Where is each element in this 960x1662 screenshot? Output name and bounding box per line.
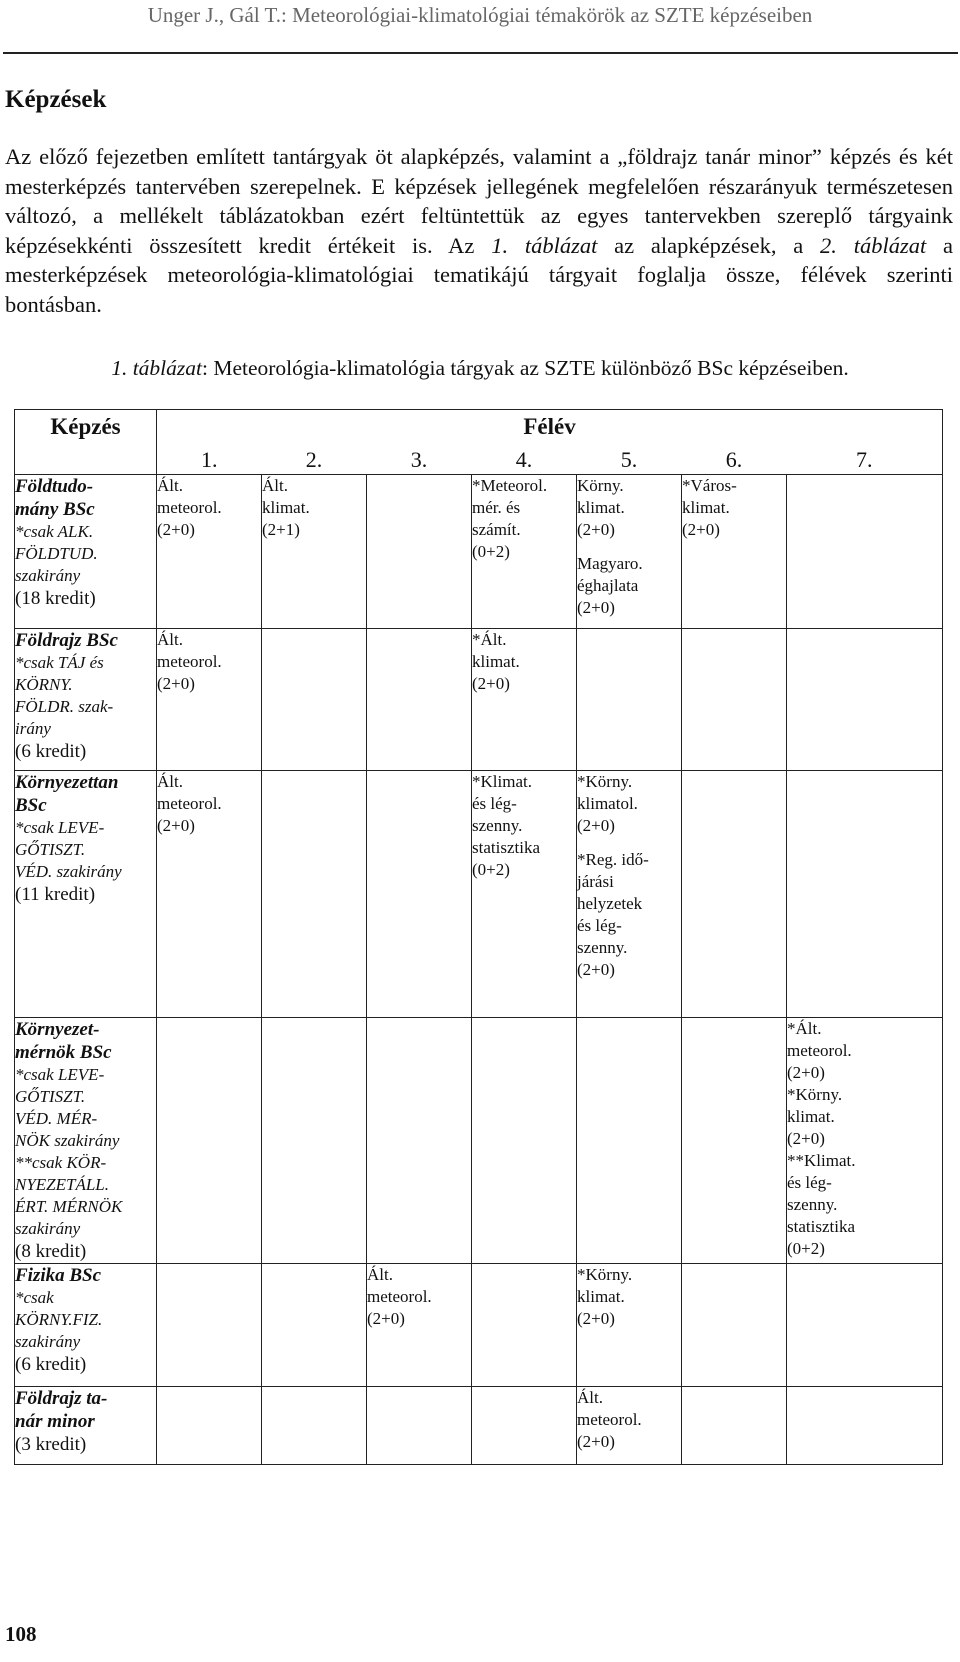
semester-6-cell xyxy=(682,629,787,771)
semester-4-cell xyxy=(472,1018,577,1264)
program-credit: (6 kredit) xyxy=(15,741,87,762)
program-name: Földrajz ta- nár minor xyxy=(15,1388,108,1432)
program-credit: (18 kredit) xyxy=(15,588,96,609)
program-note: *csak KÖRNY.FIZ. szakirány xyxy=(15,1288,103,1351)
semester-4-cell xyxy=(472,629,577,771)
program-cell xyxy=(15,475,157,629)
semester-2-cell xyxy=(262,771,367,1018)
header-row xyxy=(15,410,943,449)
semester-5-cell xyxy=(577,1387,682,1465)
program-note: *csak TÁJ és KÖRNY. FÖLDR. szak- irány xyxy=(15,653,114,738)
course-entry: Ált. klimat. (2+1) xyxy=(262,476,310,539)
semester-1-cell xyxy=(157,1264,262,1387)
course-entry: *Körny. klimat. (2+0) xyxy=(577,1265,633,1328)
semester-2-cell xyxy=(262,629,367,771)
semester-7-cell xyxy=(787,1387,943,1465)
table-row xyxy=(15,629,943,771)
semester-3-cell xyxy=(367,771,472,1018)
program-credit: (11 kredit) xyxy=(15,884,96,905)
course-entry: *Klimat. és lég- szenny. statisztika (0+2) xyxy=(472,772,540,879)
program-cell xyxy=(15,1264,157,1387)
program-credit: (8 kredit) xyxy=(15,1241,87,1262)
semester-2-cell xyxy=(262,475,367,629)
program-cell xyxy=(15,1018,157,1264)
table-ref-2: 2. táblázat xyxy=(820,232,927,258)
course-entry: *Körny. klimatol. (2+0) xyxy=(577,772,638,835)
table-row xyxy=(15,771,943,1018)
course-entry: Ált. meteorol. (2+0) xyxy=(157,476,222,539)
semester-7-cell xyxy=(787,475,943,629)
program-name: Környezettan BSc xyxy=(15,772,119,816)
paragraph-part1: Az előző fejezetben említett tantárgyak öt alapképzés, valamint a „földrajz tanár minor” képzés és két mesterképzés tantervében szerepelnek. E képzések jellegének megfelelően részarányuk természetesen változó, a mellékelt táblázatokban ezért feltüntettük az egyes tantervekben szereplő tárgyaink képzésekkénti összesített kredit értékeit is. Az xyxy=(5,144,953,258)
semester-number-7: 7. xyxy=(787,448,943,475)
semester-6-cell xyxy=(682,1387,787,1465)
program-cell xyxy=(15,771,157,1018)
semester-7-cell xyxy=(787,771,943,1018)
header-program: Képzés xyxy=(15,410,157,475)
semester-number-1: 1. xyxy=(157,448,262,475)
course-entry: *Reg. idő- járási helyzetek és lég- szenny. (2+0) xyxy=(577,850,649,979)
course-entry: Ált. meteorol. (2+0) xyxy=(577,1388,642,1451)
semester-7-cell xyxy=(787,629,943,771)
table-ref-1: 1. táblázat xyxy=(491,232,598,258)
course-entry: Ált. meteorol. (2+0) xyxy=(367,1265,432,1328)
semester-number-5: 5. xyxy=(577,448,682,475)
table-row xyxy=(15,1387,943,1465)
semester-4-cell xyxy=(472,475,577,629)
semester-2-cell xyxy=(262,1264,367,1387)
semester-6-cell xyxy=(682,1264,787,1387)
caption-text: : Meteorológia-klimatológia tárgyak az SZTE különböző BSc képzéseiben. xyxy=(201,356,849,380)
semester-4-cell xyxy=(472,1264,577,1387)
semester-1-cell xyxy=(157,475,262,629)
course-entry: Magyaro. éghajlata (2+0) xyxy=(577,554,643,617)
course-entry: Körny. klimat. (2+0) xyxy=(577,476,625,539)
page-number: 108 xyxy=(5,1622,37,1646)
semester-number-3: 3. xyxy=(367,448,472,475)
paragraph-part2: az alapképzések, a xyxy=(597,232,821,258)
course-entry: *Ált. klimat. (2+0) xyxy=(472,630,520,693)
semester-3-cell xyxy=(367,1018,472,1264)
program-credit: (3 kredit) xyxy=(15,1434,87,1455)
program-cell xyxy=(15,1387,157,1465)
header-rule xyxy=(3,52,958,54)
semester-1-cell xyxy=(157,629,262,771)
running-header: Unger J., Gál T.: Meteorológiai-klimatológiai témakörök az SZTE képzéseiben xyxy=(147,3,813,27)
semester-5-cell xyxy=(577,771,682,1018)
caption-ref: 1. táblázat xyxy=(111,356,202,380)
paragraph-part3: a mesterképzések meteorológia-klimatológiai tematikájú tárgyait foglalja össze, félévek szerinti bontásban. xyxy=(5,232,953,317)
semester-2-cell xyxy=(262,1018,367,1264)
semester-number-6: 6. xyxy=(682,448,787,475)
course-entry: *Ált. meteorol. (2+0) *Körny. klimat. (2+0) **Klimat. és lég- szenny. statisztika (0+2) xyxy=(787,1019,856,1258)
header-semester: Félév xyxy=(157,410,943,449)
program-name: Földrajz BSc xyxy=(15,630,118,651)
table-body xyxy=(15,410,943,1465)
semester-4-cell xyxy=(472,1387,577,1465)
semester-7-cell xyxy=(787,1018,943,1264)
semester-number-4: 4. xyxy=(472,448,577,475)
section-title: Képzések xyxy=(5,86,107,113)
semester-3-cell xyxy=(367,1264,472,1387)
program-note: *csak ALK. FÖLDTUD. szakirány xyxy=(15,522,98,585)
course-entry: *Város- klimat. (2+0) xyxy=(682,476,737,539)
semester-3-cell xyxy=(367,629,472,771)
semester-number-2: 2. xyxy=(262,448,367,475)
semester-3-cell xyxy=(367,1387,472,1465)
semester-1-cell xyxy=(157,771,262,1018)
course-entry: Ált. meteorol. (2+0) xyxy=(157,772,222,835)
table-row xyxy=(15,475,943,629)
semester-1-cell xyxy=(157,1018,262,1264)
program-note: *csak LEVE- GŐTISZT. VÉD. MÉR- NÖK szakirány **csak KÖR- NYEZETÁLL. ÉRT. MÉRNÖK szakirány xyxy=(15,1065,123,1238)
semester-5-cell xyxy=(577,629,682,771)
semester-3-cell xyxy=(367,475,472,629)
semester-6-cell xyxy=(682,771,787,1018)
semester-1-cell xyxy=(157,1387,262,1465)
program-name: Környezet- mérnök BSc xyxy=(15,1019,112,1063)
semester-7-cell xyxy=(787,1264,943,1387)
table-row xyxy=(15,1264,943,1387)
semester-6-cell xyxy=(682,475,787,629)
body-paragraph xyxy=(5,142,953,319)
program-credit: (6 kredit) xyxy=(15,1354,87,1375)
table-caption xyxy=(0,354,960,382)
semester-2-cell xyxy=(262,1387,367,1465)
program-name: Fizika BSc xyxy=(15,1265,102,1286)
semester-5-cell xyxy=(577,1264,682,1387)
semester-5-cell xyxy=(577,1018,682,1264)
program-cell xyxy=(15,629,157,771)
course-table xyxy=(14,409,943,1465)
semester-4-cell xyxy=(472,771,577,1018)
program-name: Földtudo- mány BSc xyxy=(15,476,95,520)
course-entry: *Meteorol. mér. és számít. (0+2) xyxy=(472,476,548,561)
course-entry: Ált. meteorol. (2+0) xyxy=(157,630,222,693)
program-note: *csak LEVE- GŐTISZT. VÉD. szakirány xyxy=(15,818,122,881)
table-row xyxy=(15,1018,943,1264)
semester-5-cell xyxy=(577,475,682,629)
semester-6-cell xyxy=(682,1018,787,1264)
